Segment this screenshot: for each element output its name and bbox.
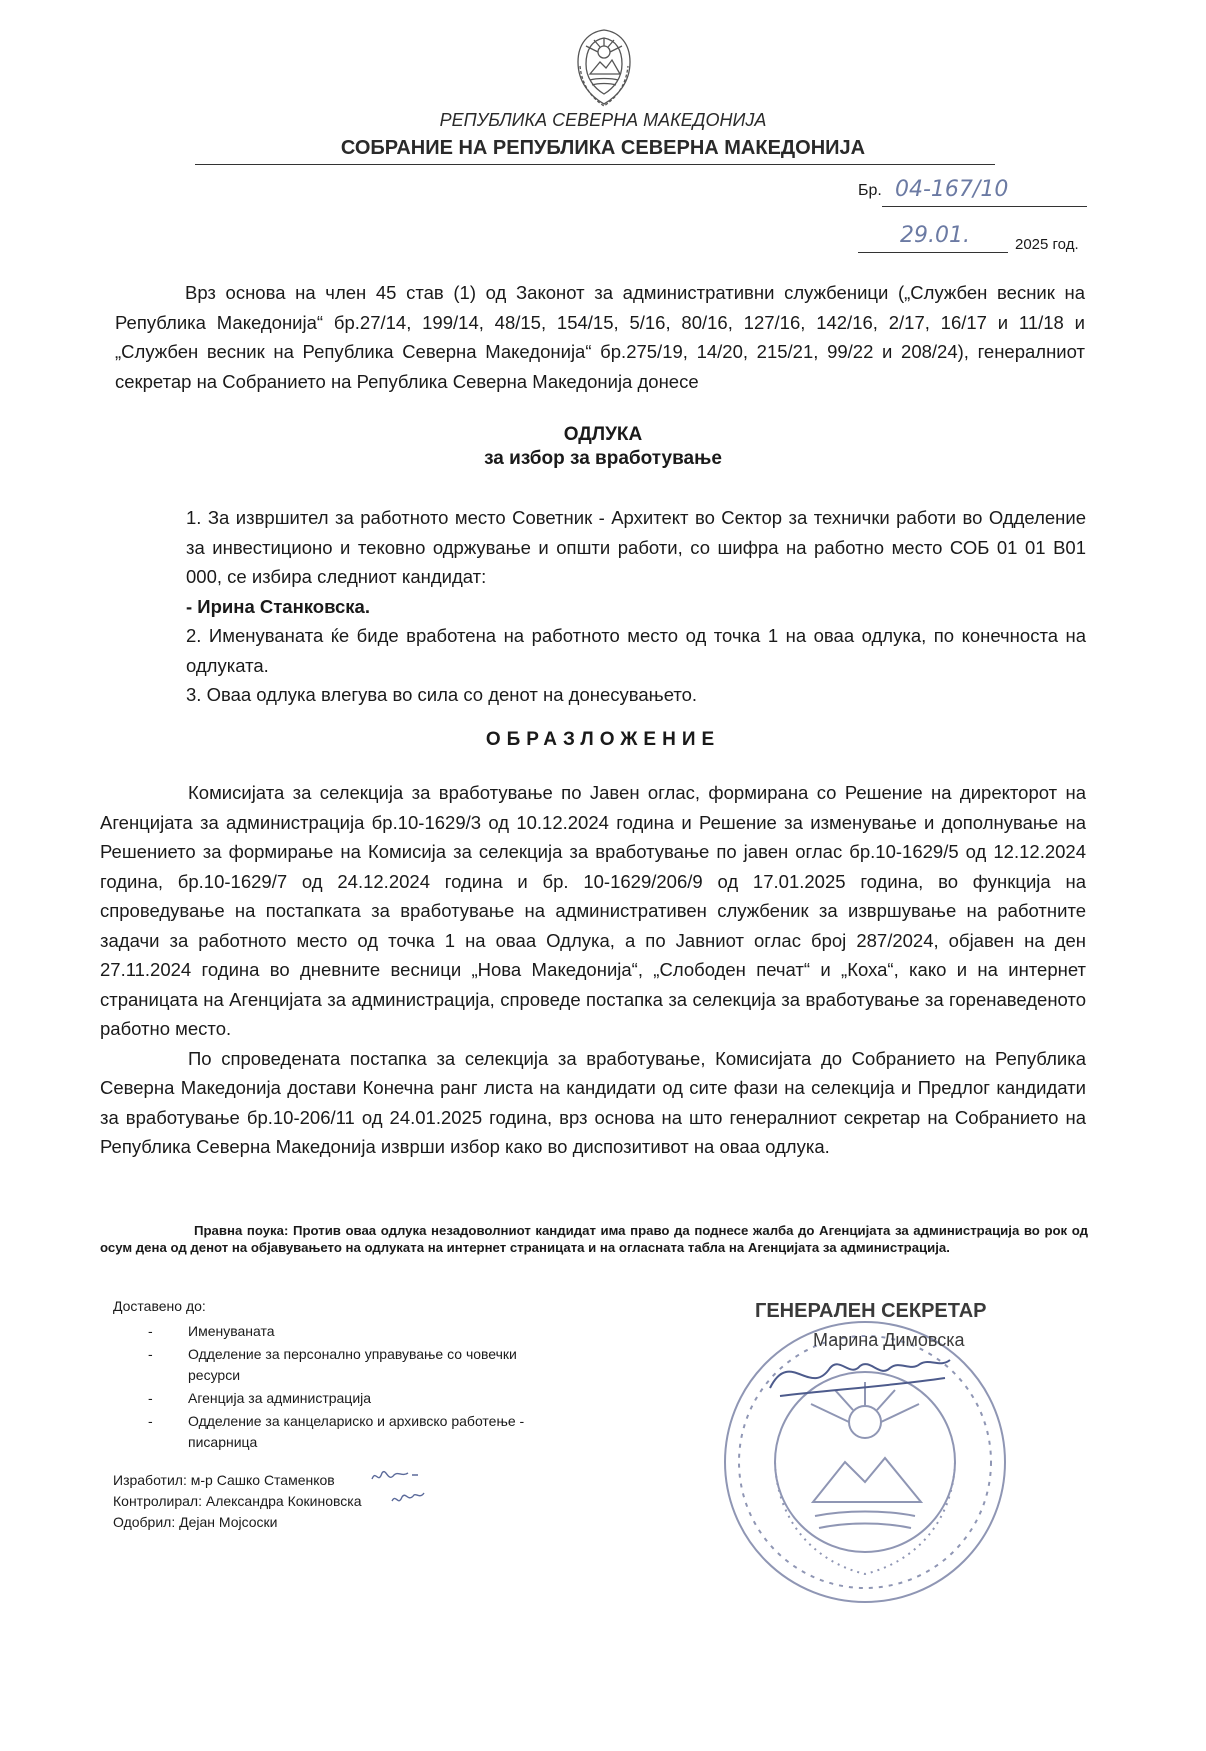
registration-number: 04-167/10 [895,177,1009,202]
list-item: - Одделение за канцелариско и архивско работење - писарница [148,1413,525,1450]
registration-prefix: Бр. [858,182,882,199]
signature-name: Марина Димовска [813,1330,965,1350]
prepared-by: Изработил: м-р Сашко Стаменков [113,1472,335,1488]
legal-notice-label: Правна поука: [194,1223,289,1238]
legal-notice [100,1222,1088,1256]
registration-line [882,206,1087,207]
approved-by: Одобрил: Дејан Мојсоски [113,1514,278,1530]
decision-item-1: 1. За извршител за работното место Советник - Архитект во Сектор за технички работи во Одделение за инвестиционо и тековно одржување и општи работи, со шифра на работно место СОБ 01 01 В01 000, се избира следниот кандидат: [186,507,1086,587]
controlled-by: Контролирал: Александра Кокиновска [113,1493,362,1509]
intro-paragraph: Врз основа на член 45 став (1) од Законот за административни службеници („Службен весник на Република Македонија“ бр.27/14, 199/14, 48/15, 154/15, 5/16, 80/16, 127/16, 142/16, 2/17, 16/17 и 11/18 и „Службен весник на Република Северна Македонија“ бр.275/19, 14/20, 215/21, 99/22 и 208/24), генералниот секретар на Собранието на Република Северна Македонија донесе [115,282,1085,392]
republic-heading: РЕПУБЛИКА СЕВЕРНА МАКЕДОНИЈА [439,110,767,130]
selected-candidate: - Ирина Станковска. [186,595,370,617]
coat-of-arms-icon [572,26,636,108]
reasoning-paragraph-2: По спроведената постапка за селекција за вработување, Комисијата до Собранието на Република Северна Македонија достави Конечна ранг листа на кандидати од сите фази на селекција и Предлог кандидати за вработување бр.10-206/11 од 24.01.2025 година, врз основа на што генералниот секретар на Собранието на Република Северна Македонија изврши избор како во диспозитивот на оваа одлука. [100,1047,1086,1157]
legal-notice-text: Против оваа одлука незадоволниот кандидат има право да поднесе жалба до Агенцијата за администрација во рок од осум дена од денот на објавувањето на одлуката на интернет страницата и на огласната табла на Агенцијата за администрација. [100,1223,1088,1255]
decision-subtitle: за избор за вработување [484,448,722,469]
list-item: - Именуваната [148,1323,275,1339]
reasoning-paragraph-1: Комисијата за селекција за вработување по Јавен оглас, формирана со Решение на директорот на Агенцијата за администрација бр.10-1629/3 од 10.12.2024 година и Решение за изменување и дополнување на Решението за формирање на Комисија за селекција за вработување по јавен оглас бр.10-1629/5 од 12.12.2024 година, бр.10-1629/7 од 24.12.2024 година и бр. 10-1629/206/9 од 17.01.2025 година, во функција на спроведување на постапката за вработување на административен службеник за извршување на работните задачи за работното место од точка 1 на оваа Одлука, а по Јавниот оглас број 287/2024, објавен на ден 27.11.2024 година во дневните весници „Нова Македонија“, „Слободен печат“ и „Коха“, како и на интернет страницата на Агенцијата за администрација, спроведе постапка за селекција за вработување за горенаведеното работно место. [100,782,1086,1039]
signatories-block [113,1470,362,1533]
date-line [858,252,1008,253]
reasoning-title: ОБРАЗЛОЖЕНИЕ [485,729,721,750]
initials-signatures [368,1465,458,1605]
list-item: - Агенција за администрација [148,1390,372,1406]
registration-date: 29.01. [900,223,970,248]
registration-year: 2025 год. [1015,236,1079,253]
signature-title: ГЕНЕРАЛЕН СЕКРЕТАР [755,1300,987,1322]
decision-items [186,503,1086,710]
list-item: - Одделение за персонално управување со човечки ресурси [148,1346,517,1383]
institution-heading: СОБРАНИЕ НА РЕПУБЛИКА СЕВЕРНА МАКЕДОНИЈА [340,137,866,159]
decision-item-2: 2. Именуваната ќе биде вработена на работното место од точка 1 на оваа одлука, по конечноста на одлуката. [186,625,1086,676]
decision-title: ОДЛУКА [563,424,643,445]
header-divider [195,164,995,165]
delivered-label: Доставено до: [113,1298,206,1314]
reasoning-body [100,778,1086,1162]
delivered-list [148,1321,568,1455]
decision-item-3: 3. Оваа одлука влегува во сила со денот на донесувањето. [186,684,698,705]
handwritten-signature [740,1338,960,1408]
